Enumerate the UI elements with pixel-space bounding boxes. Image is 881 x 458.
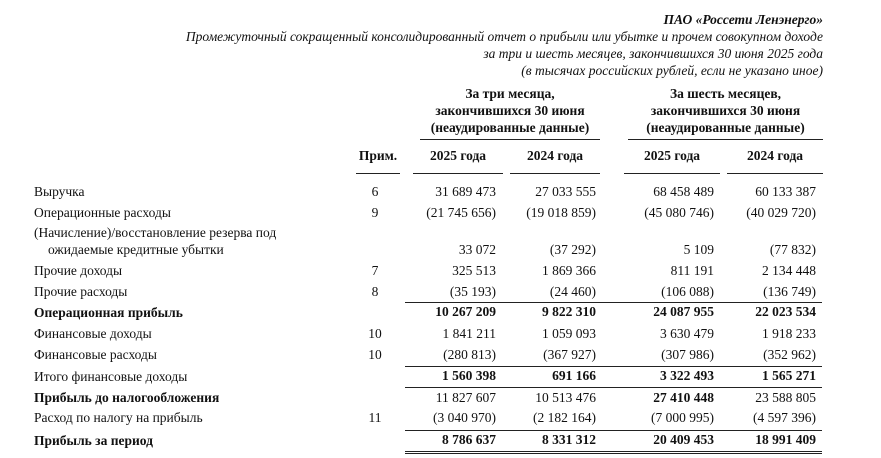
- row-label: Расход по налогу на прибыль: [34, 410, 203, 425]
- row-label: Итого финансовые доходы: [34, 369, 188, 384]
- value-6m-2025: 20 409 453: [653, 432, 714, 447]
- row-note: 9: [371, 205, 379, 220]
- value-3m-2025: (3 040 970): [433, 410, 496, 425]
- row-note: 10: [368, 326, 382, 341]
- total-double-rule: [405, 453, 822, 454]
- value-6m-2024: 1 918 233: [762, 326, 816, 341]
- column-header-note: Прим.: [358, 148, 398, 163]
- value-6m-2024: (136 749): [763, 284, 816, 299]
- value-3m-2025: (35 193): [449, 284, 496, 299]
- group-line: (неаудированные данные): [646, 120, 805, 135]
- row-label: Прочие доходы: [34, 263, 123, 278]
- value-6m-2025: 3 322 493: [660, 368, 714, 383]
- row-label: Финансовые расходы: [34, 347, 157, 362]
- column-group-three-months: [420, 85, 600, 136]
- value-6m-2024: 2 134 448: [762, 263, 816, 278]
- table-row: [0, 408, 881, 428]
- value-3m-2024: (367 927): [543, 347, 596, 362]
- row-label: Финансовые доходы: [34, 326, 152, 341]
- column-header-6m-2025: 2025 года: [643, 148, 701, 163]
- value-3m-2025: 31 689 473: [435, 184, 496, 199]
- value-3m-2024: (19 018 859): [526, 205, 596, 220]
- value-6m-2025: 24 087 955: [653, 304, 714, 319]
- table-row-total: [0, 430, 881, 450]
- header-rule: [510, 173, 600, 174]
- group-line: закончившихся 30 июня: [435, 103, 585, 118]
- value-6m-2025: (106 088): [661, 284, 714, 299]
- row-label: (Начисление)/восстановление резерва под: [34, 225, 277, 240]
- value-3m-2024: 1 869 366: [542, 263, 596, 278]
- header-rule: [413, 173, 503, 174]
- value-6m-2025: (45 080 746): [644, 205, 714, 220]
- table-row: [0, 324, 881, 344]
- table-row: [0, 203, 881, 223]
- value-3m-2025: 11 827 607: [435, 390, 496, 405]
- value-3m-2025: 325 513: [452, 263, 496, 278]
- table-row: [0, 182, 881, 202]
- value-3m-2025: 8 786 637: [442, 432, 496, 447]
- value-3m-2024: 1 059 093: [542, 326, 596, 341]
- report-units: (в тысячах российских рублей, если не указано иное): [521, 63, 823, 78]
- group-line: За шесть месяцев,: [669, 86, 782, 101]
- table-row-subtotal: [0, 366, 881, 386]
- row-note: 11: [368, 410, 382, 425]
- value-3m-2025: (280 813): [443, 347, 496, 362]
- total-double-rule: [405, 451, 822, 452]
- row-label: Прочие расходы: [34, 284, 128, 299]
- row-label: Прибыль до налогообложения: [34, 390, 220, 405]
- row-note: 6: [371, 184, 379, 199]
- header-rule: [356, 173, 400, 174]
- value-6m-2024: (40 029 720): [746, 205, 816, 220]
- value-3m-2025: 33 072: [458, 242, 496, 257]
- value-3m-2025: 1 841 211: [442, 326, 496, 341]
- table-row: [0, 388, 881, 408]
- table-row: [0, 345, 881, 365]
- value-6m-2025: 3 630 479: [660, 326, 714, 341]
- value-6m-2024: 23 588 805: [755, 390, 816, 405]
- value-6m-2024: (352 962): [763, 347, 816, 362]
- row-note: 8: [371, 284, 379, 299]
- value-6m-2025: 27 410 448: [653, 390, 714, 405]
- column-group-six-months: [628, 85, 823, 136]
- row-note: 10: [368, 347, 382, 362]
- value-3m-2025: 1 560 398: [442, 368, 496, 383]
- group-line: За три месяца,: [465, 86, 555, 101]
- group-rule: [420, 139, 600, 140]
- value-6m-2025: 68 458 489: [653, 184, 714, 199]
- value-3m-2024: 8 331 312: [542, 432, 596, 447]
- row-label-continued: ожидаемые кредитные убытки: [48, 242, 224, 257]
- table-row: [0, 282, 881, 302]
- value-6m-2025: 5 109: [683, 242, 714, 257]
- table-row: [0, 240, 881, 260]
- value-3m-2024: 27 033 555: [535, 184, 596, 199]
- value-6m-2024: (77 832): [769, 242, 816, 257]
- value-6m-2024: 1 565 271: [762, 368, 816, 383]
- header-rule: [624, 173, 720, 174]
- row-label: Операционная прибыль: [34, 305, 183, 320]
- column-header-6m-2024: 2024 года: [746, 148, 804, 163]
- row-label: Выручка: [34, 184, 85, 199]
- value-3m-2025: 10 267 209: [435, 304, 496, 319]
- column-header-3m-2024: 2024 года: [526, 148, 584, 163]
- column-header-3m-2025: 2025 года: [429, 148, 487, 163]
- value-3m-2024: (24 460): [549, 284, 596, 299]
- row-label: Прибыль за период: [34, 433, 153, 448]
- table-row: [0, 261, 881, 281]
- group-line: закончившихся 30 июня: [650, 103, 801, 118]
- value-3m-2025: (21 745 656): [426, 205, 496, 220]
- report-title: Промежуточный сокращенный консолидированный отчет о прибыли или убытке и прочем совокупном доходе: [185, 29, 823, 44]
- value-3m-2024: 691 166: [552, 368, 596, 383]
- report-period: за три и шесть месяцев, закончившихся 30 июня 2025 года: [483, 46, 823, 61]
- row-note: 7: [371, 263, 379, 278]
- value-3m-2024: 9 822 310: [542, 304, 596, 319]
- value-6m-2024: 18 991 409: [755, 432, 816, 447]
- value-3m-2024: 10 513 476: [535, 390, 596, 405]
- value-6m-2025: (307 986): [661, 347, 714, 362]
- header-rule: [727, 173, 823, 174]
- value-3m-2024: (2 182 164): [533, 410, 596, 425]
- company-name: ПАО «Россети Ленэнерго»: [663, 12, 823, 27]
- value-6m-2025: (7 000 995): [651, 410, 714, 425]
- group-rule: [628, 139, 823, 140]
- value-6m-2024: 22 023 534: [755, 304, 816, 319]
- value-6m-2024: (4 597 396): [753, 410, 816, 425]
- table-row-subtotal: [0, 302, 881, 322]
- value-6m-2024: 60 133 387: [755, 184, 816, 199]
- row-label: Операционные расходы: [34, 205, 171, 220]
- group-line: (неаудированные данные): [430, 120, 590, 135]
- value-6m-2025: 811 191: [670, 263, 714, 278]
- value-3m-2024: (37 292): [549, 242, 596, 257]
